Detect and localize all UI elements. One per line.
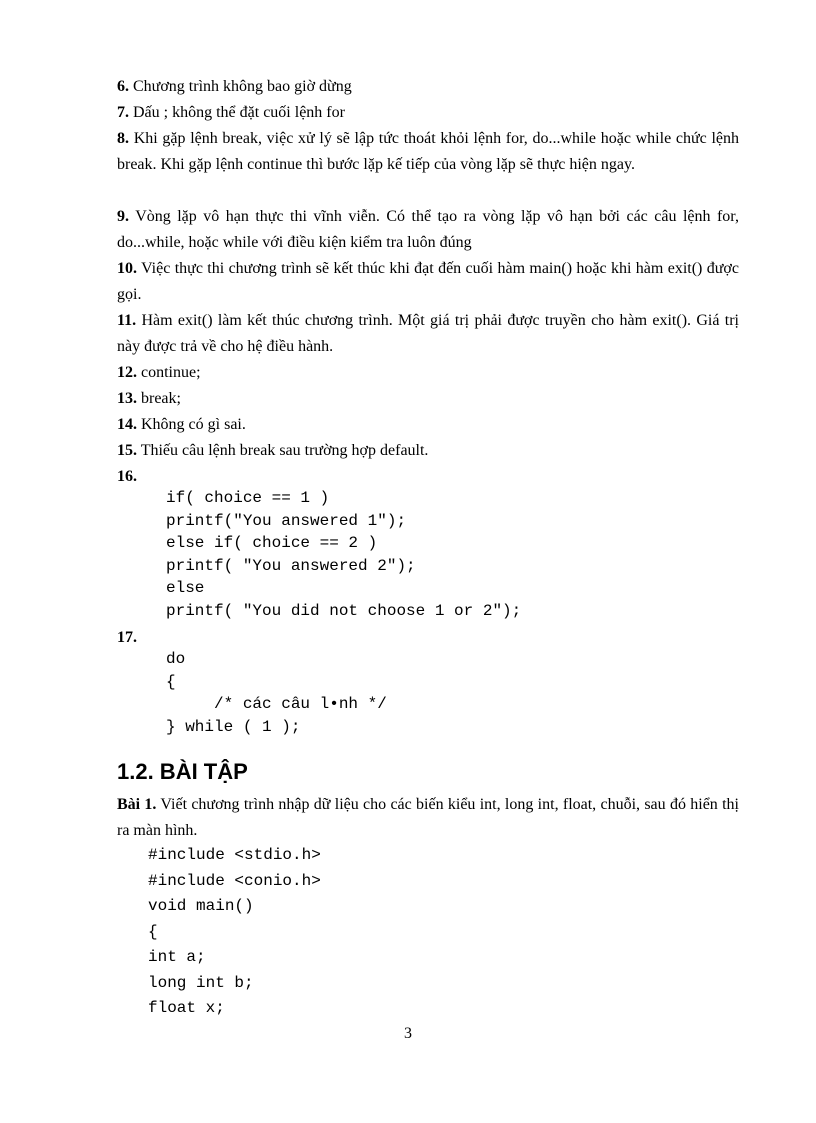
answer-text: Hàm exit() làm kết thúc chương trình. Một giá trị phải được truyền cho hàm exit(). Giá trị này được trả về cho hệ điều hành. — [117, 312, 739, 355]
answer-number: 13. — [117, 390, 137, 407]
code-line: { — [148, 922, 158, 941]
code-line: } while ( 1 ); — [166, 717, 301, 736]
code-line: printf( "You answered 2"); — [166, 556, 416, 575]
answer-text: Thiếu câu lệnh break sau trường hợp default. — [137, 442, 429, 459]
answer-number: 7. — [117, 104, 129, 121]
answer-number: 14. — [117, 416, 137, 433]
answer-12 — [117, 360, 739, 386]
answer-text: Việc thực thi chương trình sẽ kết thúc khi đạt đến cuối hàm main() hoặc khi hàm exit() được gọi. — [117, 260, 739, 303]
code-line: void main() — [148, 897, 254, 915]
exercise-number: Bài 1. — [117, 796, 157, 813]
answer-number: 10. — [117, 260, 137, 277]
answer-text: Không có gì sai. — [137, 416, 246, 433]
answer-number: 8. — [117, 130, 129, 147]
answer-number: 9. — [117, 208, 129, 225]
code-line: #include <stdio.h> — [148, 846, 321, 864]
answer-6 — [117, 74, 739, 100]
code-line: printf( "You did not choose 1 or 2"); — [166, 601, 522, 620]
answer-number: 11. — [117, 312, 137, 329]
answer-number: 6. — [117, 78, 129, 95]
answer-text: break; — [137, 390, 181, 407]
code-line: #include <conio.h> — [148, 871, 321, 890]
code-line: else if( choice == 2 ) — [166, 534, 378, 553]
exercise-1-code — [148, 843, 321, 1022]
answer-13 — [117, 386, 739, 412]
code-line: float x; — [148, 999, 225, 1017]
code-line: else — [166, 579, 205, 598]
answer-14 — [117, 412, 739, 438]
answer-text: Chương trình không bao giờ dừng — [129, 78, 352, 95]
answer-number: 16. — [117, 468, 137, 485]
answer-15 — [117, 438, 739, 464]
code-line: do — [166, 650, 186, 668]
exercise-1 — [117, 792, 739, 844]
answer-17-code — [166, 648, 387, 738]
answer-number: 17. — [117, 629, 137, 646]
answer-text: continue; — [137, 364, 201, 381]
code-line: printf("You answered 1"); — [166, 511, 407, 530]
answer-text: Vòng lặp vô hạn thực thi vĩnh viễn. Có thể tạo ra vòng lặp vô hạn bởi các câu lệnh for, do...while, hoặc while với điều kiện kiểm tra luôn đúng — [117, 208, 739, 251]
answer-10 — [117, 256, 739, 308]
code-line: if( choice == 1 ) — [166, 489, 330, 507]
code-line: int a; — [148, 948, 206, 966]
answer-9 — [117, 204, 739, 256]
page-number: 3 — [404, 1025, 412, 1042]
answer-text: Khi gặp lệnh break, việc xử lý sẽ lập tức thoát khỏi lệnh for, do...while hoặc while chức lệnh break. Khi gặp lệnh continue thì bước lặp kế tiếp của vòng lặp sẽ thực hiện ngay. — [117, 130, 739, 173]
answer-number: 12. — [117, 364, 137, 381]
code-line: long int b; — [148, 973, 254, 992]
exercise-text: Viết chương trình nhập dữ liệu cho các biến kiểu int, long int, float, chuỗi, sau đó hiển thị ra màn hình. — [117, 796, 739, 839]
answer-16-code — [166, 487, 521, 623]
code-line: { — [166, 672, 176, 691]
section-heading: 1.2. BÀI TẬP — [117, 759, 248, 784]
answer-8 — [117, 126, 739, 178]
code-line: /* các câu l•nh */ — [166, 695, 387, 714]
answer-number: 15. — [117, 442, 137, 459]
answer-text: Dấu ; không thể đặt cuối lệnh for — [129, 104, 345, 121]
answer-7 — [117, 100, 739, 126]
answer-11 — [117, 308, 739, 360]
